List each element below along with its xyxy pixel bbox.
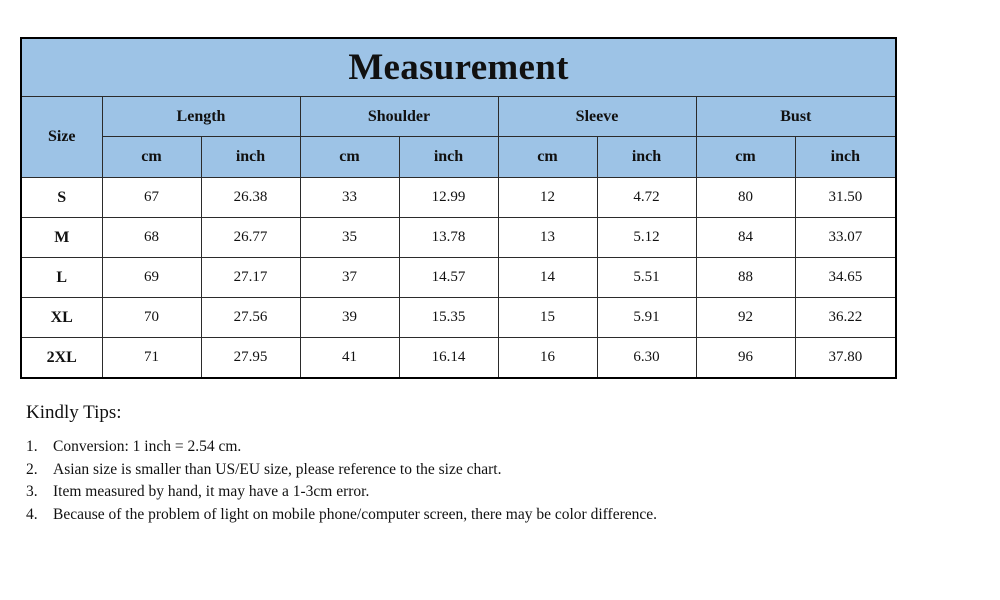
tip-number: 3. — [26, 483, 38, 500]
list-item — [26, 504, 726, 527]
length-inch-cell: 27.17 — [201, 258, 300, 298]
unit-header-inch: inch — [795, 137, 896, 178]
sleeve-cm-cell: 16 — [498, 338, 597, 379]
length-cm-cell: 67 — [102, 178, 201, 218]
sleeve-inch-cell: 5.91 — [597, 298, 696, 338]
bust-cm-cell: 92 — [696, 298, 795, 338]
size-column-header: Size — [21, 97, 102, 178]
unit-header-inch: inch — [399, 137, 498, 178]
bust-inch-cell: 33.07 — [795, 218, 896, 258]
bust-inch-cell: 31.50 — [795, 178, 896, 218]
table-row — [21, 338, 896, 379]
tip-number: 4. — [26, 505, 38, 523]
list-item — [26, 481, 726, 504]
shoulder-cm-cell: 37 — [300, 258, 399, 298]
unit-header-cm: cm — [300, 137, 399, 178]
shoulder-header: Shoulder — [300, 97, 498, 137]
size-cell: M — [21, 218, 102, 258]
sleeve-inch-cell: 5.51 — [597, 258, 696, 298]
bust-cm-cell: 88 — [696, 258, 795, 298]
length-inch-cell: 27.56 — [201, 298, 300, 338]
tips-title: Kindly Tips: — [26, 402, 122, 423]
unit-header-cm: cm — [498, 137, 597, 178]
sleeve-cm-cell: 12 — [498, 178, 597, 218]
table-row — [21, 258, 896, 298]
sleeve-cm-cell: 14 — [498, 258, 597, 298]
unit-header-inch: inch — [597, 137, 696, 178]
shoulder-inch-cell: 15.35 — [399, 298, 498, 338]
tip-text: Conversion: 1 inch = 2.54 cm. — [53, 438, 242, 455]
length-inch-cell: 27.95 — [201, 338, 300, 379]
size-cell: XL — [21, 298, 102, 338]
shoulder-cm-cell: 33 — [300, 178, 399, 218]
shoulder-inch-cell: 16.14 — [399, 338, 498, 379]
table-row — [21, 298, 896, 338]
bust-header: Bust — [696, 97, 896, 137]
sleeve-cm-cell: 15 — [498, 298, 597, 338]
shoulder-inch-cell: 12.99 — [399, 178, 498, 218]
tip-text: Asian size is smaller than US/EU size, please reference to the size chart. — [53, 460, 502, 478]
shoulder-cm-cell: 35 — [300, 218, 399, 258]
length-inch-cell: 26.77 — [201, 218, 300, 258]
sleeve-inch-cell: 4.72 — [597, 178, 696, 218]
bust-cm-cell: 96 — [696, 338, 795, 379]
table-row — [21, 178, 896, 218]
table-title: Measurement — [21, 38, 896, 97]
shoulder-cm-cell: 39 — [300, 298, 399, 338]
shoulder-inch-cell: 14.57 — [399, 258, 498, 298]
length-inch-cell: 26.38 — [201, 178, 300, 218]
sleeve-inch-cell: 6.30 — [597, 338, 696, 379]
length-cm-cell: 71 — [102, 338, 201, 379]
length-header: Length — [102, 97, 300, 137]
sleeve-inch-cell: 5.12 — [597, 218, 696, 258]
size-cell: S — [21, 178, 102, 218]
tip-number: 2. — [26, 460, 38, 478]
bust-inch-cell: 34.65 — [795, 258, 896, 298]
table-row — [21, 218, 896, 258]
length-cm-cell: 69 — [102, 258, 201, 298]
length-cm-cell: 70 — [102, 298, 201, 338]
tip-number: 1. — [26, 438, 38, 455]
length-cm-cell: 68 — [102, 218, 201, 258]
size-chart-table — [20, 37, 897, 379]
bust-inch-cell: 36.22 — [795, 298, 896, 338]
tip-text: Item measured by hand, it may have a 1-3cm error. — [53, 483, 370, 500]
list-item — [26, 436, 726, 459]
list-item — [26, 459, 726, 482]
unit-header-cm: cm — [696, 137, 795, 178]
unit-header-cm: cm — [102, 137, 201, 178]
shoulder-cm-cell: 41 — [300, 338, 399, 379]
size-cell: L — [21, 258, 102, 298]
size-cell: 2XL — [21, 338, 102, 379]
sleeve-header: Sleeve — [498, 97, 696, 137]
kindly-tips-section — [26, 402, 726, 526]
bust-cm-cell: 84 — [696, 218, 795, 258]
sleeve-cm-cell: 13 — [498, 218, 597, 258]
tip-text: Because of the problem of light on mobile phone/computer screen, there may be color difference. — [53, 505, 657, 523]
bust-inch-cell: 37.80 — [795, 338, 896, 379]
shoulder-inch-cell: 13.78 — [399, 218, 498, 258]
tips-list — [26, 436, 726, 526]
unit-header-inch: inch — [201, 137, 300, 178]
bust-cm-cell: 80 — [696, 178, 795, 218]
